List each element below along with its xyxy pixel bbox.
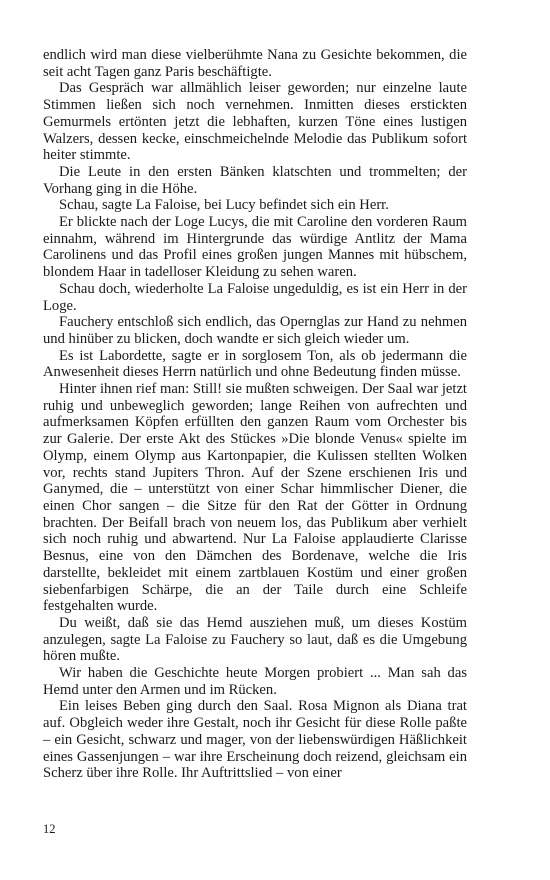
body-text xyxy=(43,47,467,782)
paragraph: Schau doch, wiederholte La Faloise ungeduldig, es ist ein Herr in der Loge. xyxy=(43,280,467,314)
paragraph: Hinter ihnen rief man: Still! sie mußten schweigen. Der Saal war jetzt ruhig und unbeweglich geworden; lange Reihen von aufrechten und aufmerksamen Köpfen erfüllten den ganzen Raum vom Orchester bis zur Galerie. Der erste Akt des Stückes »Die blonde Venus« spielte im Olymp, einem Olymp aus Kartonpapier, die Kulissen stellten Wolken vor, rechts stand Jupiters Thron. Auf der Szene erschienen Iris und Ganymed, die – unterstützt von einer Schar himmlischer Diener, die einen Chor sangen – die Sitze für den Rat der Götter in Ordnung brachten. Der Beifall brach von neuem los, das Publikum aber verhielt sich noch ruhig und abwartend. Nur La Faloise applaudierte Clarisse Besnus, eine von den Dämchen des Bordenave, welche die Iris darstellte, bekleidet mit einem zartblauen Kostüm und einer großen siebenfarbigen Schärpe, die an der Taile durch eine Schleife festgehalten wurde. xyxy=(43,381,467,615)
paragraph: Wir haben die Geschichte heute Morgen probiert ... Man sah das Hemd unter den Armen und im Rücken. xyxy=(43,665,467,698)
paragraph: Das Gespräch war allmählich leiser geworden; nur einzelne laute Stimmen ließen sich noch vernehmen. Inmitten dieses erstickten Gemurmels ertönten jetzt die lebhaften, kurzen Töne eines lustigen Walzers, dessen kecke, einschmeichelnde Melodie das Publikum sofort heiter stimmte. xyxy=(43,80,467,164)
paragraph: endlich wird man diese vielberühmte Nana zu Gesichte bekommen, die seit acht Tagen ganz Paris beschäftigte. xyxy=(43,47,467,80)
paragraph: Es ist Labordette, sagte er in sorglosem Ton, als ob jedermann die Anwesenheit dieses Herrn natürlich und ohne Bedeutung finden müsse. xyxy=(43,347,467,381)
paragraph: Die Leute in den ersten Bänken klatschten und trommelten; der Vorhang ging in die Höhe. xyxy=(43,163,467,197)
page-number: 12 xyxy=(43,822,56,836)
paragraph: Schau, sagte La Faloise, bei Lucy befindet sich ein Herr. xyxy=(59,197,389,214)
paragraph: Du weißt, daß sie das Hemd ausziehen muß, um dieses Kostüm anzulegen, sagte La Faloise zu Fauchery so laut, daß es die Umgebung hören mußte. xyxy=(43,614,467,665)
paragraph: Ein leises Beben ging durch den Saal. Rosa Mignon als Diana trat auf. Obgleich weder ihre Gestalt, noch ihr Gesicht für diese Rolle paßte – ein Gesicht, schwarz und mager, von der liebenswürdigen Häßlichkeit eines Gassenjungen – war ihre Erscheinung doch reizend, gleichsam ein Scherz über ihre Rolle. Ihr Auftrittslied – von einer xyxy=(43,698,467,782)
paragraph: Fauchery entschloß sich endlich, das Opernglas zur Hand zu nehmen und hinüber zu blicken, doch wandte er sich gleich wieder um. xyxy=(43,314,467,347)
paragraph: Er blickte nach der Loge Lucys, die mit Caroline den vorderen Raum einnahm, während im Hintergrunde das würdige Antlitz der Mama Carolinens und das Profil eines großen jungen Mannes mit hübschem, blondem Haar in tadelloser Kleidung zu sehen waren. xyxy=(43,214,467,281)
